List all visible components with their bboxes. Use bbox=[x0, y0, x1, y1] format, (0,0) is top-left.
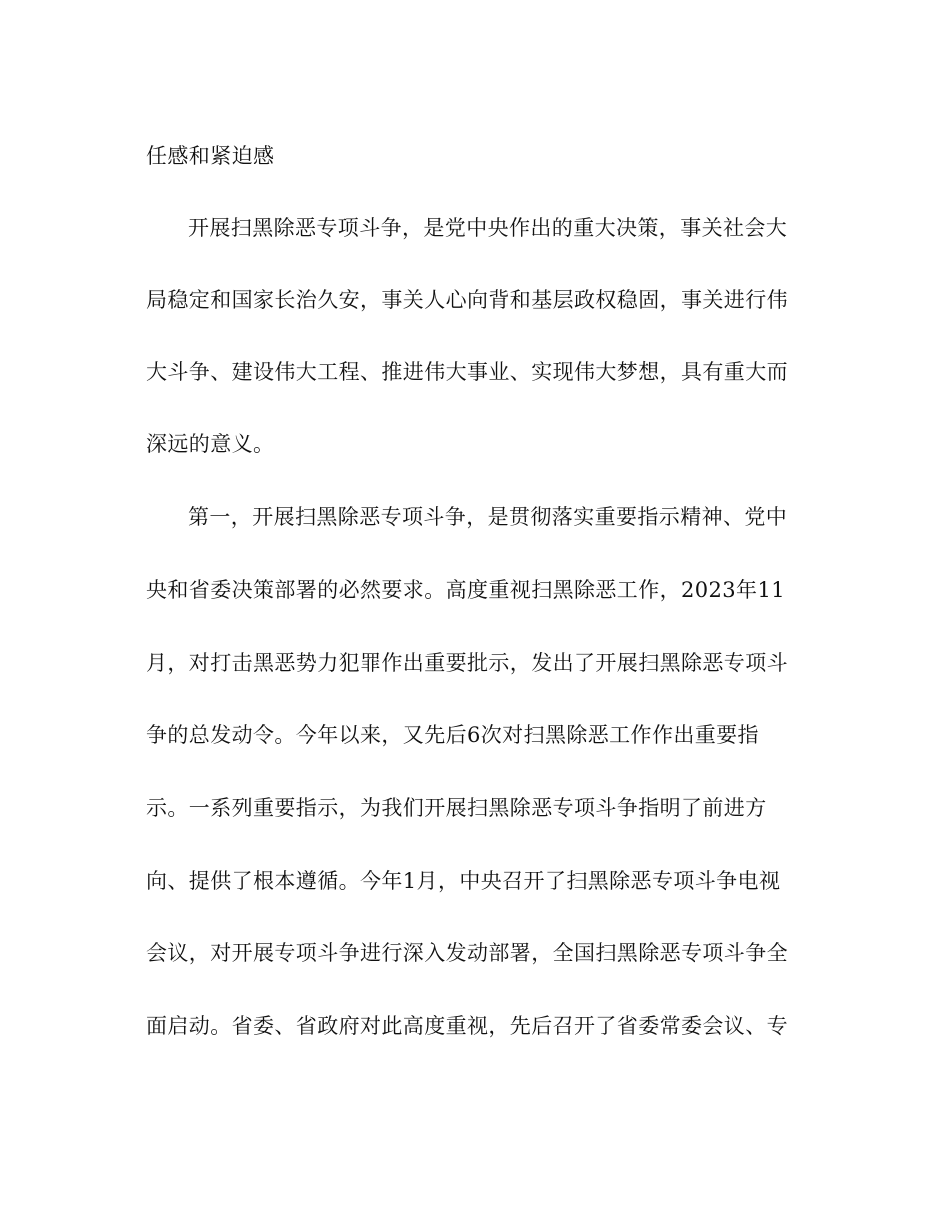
paragraph-1-line-1: 开展扫黑除恶专项斗争，是党中央作出的重大决策，事关社会大 bbox=[188, 216, 788, 240]
paragraph-2-line-6: 向、提供了根本遵循。今年1月，中央召开了扫黑除恶专项斗争电视 bbox=[146, 869, 781, 893]
paragraph-2-line-5: 示。一系列重要指示，为我们开展扫黑除恶专项斗争指明了前进方 bbox=[146, 796, 767, 820]
paragraph-2-line-4: 争的总发动令。今年以来，又先后6次对扫黑除恶工作作出重要指 bbox=[146, 723, 759, 747]
paragraph-1-line-3: 大斗争、建设伟大工程、推进伟大事业、实现伟大梦想，具有重大而 bbox=[146, 360, 788, 384]
paragraph-2-line-7: 会议，对开展专项斗争进行深入发动部署，全国扫黑除恶专项斗争全 bbox=[146, 941, 788, 965]
paragraph-1-line-4: 深远的意义。 bbox=[146, 432, 275, 456]
paragraph-2-line-8: 面启动。省委、省政府对此高度重视，先后召开了省委常委会议、专 bbox=[146, 1014, 788, 1038]
paragraph-2-line-2: 央和省委决策部署的必然要求。高度重视扫黑除恶工作，2023年11 bbox=[146, 578, 785, 602]
paragraph-1-line-2: 局稳定和国家长治久安，事关人心向背和基层政权稳固，事关进行伟 bbox=[146, 288, 788, 312]
paragraph-2-line-1: 第一，开展扫黑除恶专项斗争，是贯彻落实重要指示精神、党中 bbox=[188, 505, 788, 529]
paragraph-2-line-3: 月，对打击黑恶势力犯罪作出重要批示，发出了开展扫黑除恶专项斗 bbox=[146, 651, 788, 675]
text-line-1: 任感和紧迫感 bbox=[146, 144, 275, 168]
